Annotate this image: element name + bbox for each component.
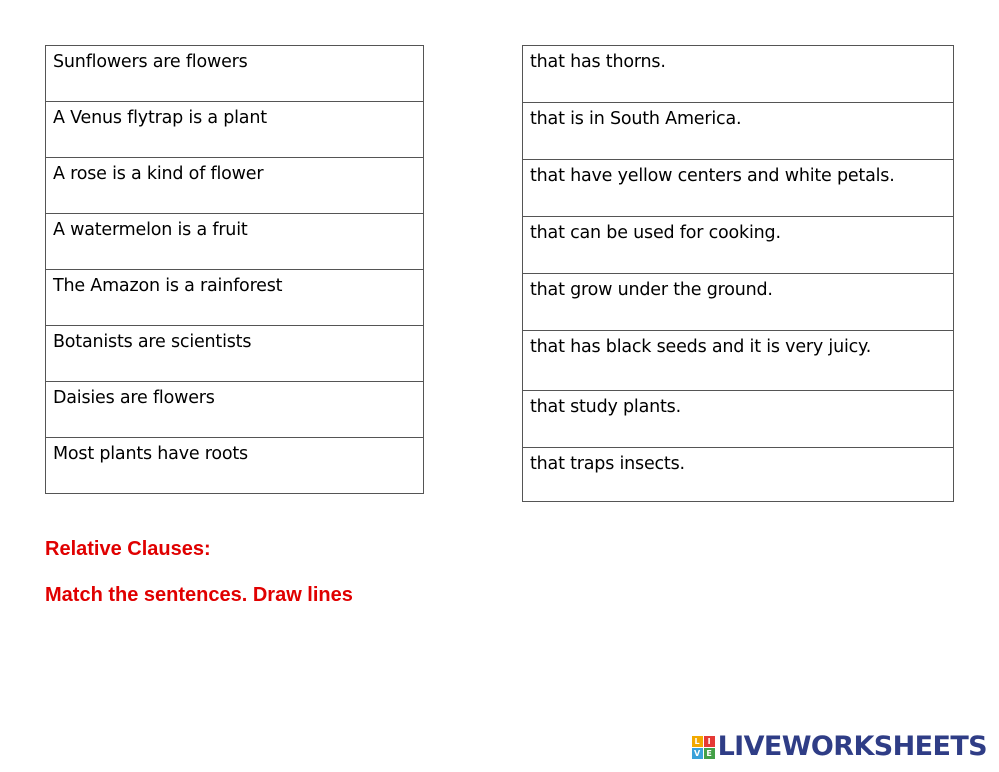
right-cell[interactable]: that grow under the ground. [523,274,954,331]
right-cell[interactable]: that has black seeds and it is very juicy. [523,331,954,391]
table-row [523,274,954,331]
right-cell[interactable]: that traps insects. [523,448,954,502]
table-row [523,217,954,274]
left-cell[interactable]: A Venus flytrap is a plant [46,102,424,158]
right-cell[interactable]: that has thorns. [523,46,954,103]
table-row [46,326,424,382]
left-cell[interactable]: The Amazon is a rainforest [46,270,424,326]
left-cell[interactable]: A rose is a kind of flower [46,158,424,214]
table-row [46,382,424,438]
table-row [46,158,424,214]
right-cell[interactable]: that have yellow centers and white petals. [523,160,954,217]
right-cell[interactable]: that study plants. [523,391,954,448]
worksheet-instruction: Match the sentences. Draw lines [45,584,353,606]
table-row [46,46,424,102]
logo-tile: E [704,748,715,759]
left-cell[interactable]: Sunflowers are flowers [46,46,424,102]
left-cell[interactable]: Botanists are scientists [46,326,424,382]
table-row [523,391,954,448]
table-row [46,214,424,270]
table-row [523,448,954,502]
right-cell[interactable]: that can be used for cooking. [523,217,954,274]
liveworksheets-wordmark: LIVEWORKSHEETS [717,731,987,762]
logo-tile: V [692,748,703,759]
table-row [523,46,954,103]
liveworksheets-logo-icon [692,736,715,759]
right-clauses-table [522,45,954,502]
table-row [523,331,954,391]
left-cell[interactable]: Most plants have roots [46,438,424,494]
right-cell[interactable]: that is in South America. [523,103,954,160]
logo-tile: I [704,736,715,747]
left-sentences-table [45,45,424,494]
left-cell[interactable]: Daisies are flowers [46,382,424,438]
table-row [523,160,954,217]
table-row [46,438,424,494]
table-row [46,270,424,326]
left-cell[interactable]: A watermelon is a fruit [46,214,424,270]
logo-tile: L [692,736,703,747]
liveworksheets-brand [692,729,987,765]
table-row [523,103,954,160]
table-row [46,102,424,158]
worksheet-heading: Relative Clauses: [45,538,211,560]
